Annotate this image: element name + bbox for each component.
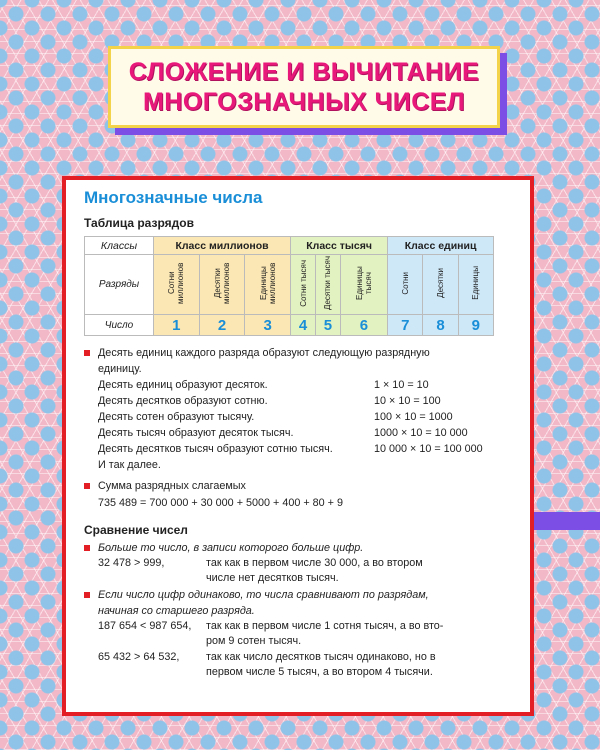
ranks-table bbox=[84, 236, 494, 336]
example-2-right-line-2: ром 9 сотен тысяч. bbox=[206, 634, 302, 647]
digit-cell: 7 bbox=[388, 315, 423, 336]
section-heading-comparison: Сравнение чисел bbox=[84, 522, 188, 537]
table-title: Таблица разрядов bbox=[84, 216, 194, 230]
example-1-left: 32 478 > 999, bbox=[98, 557, 165, 569]
title-line-2: МНОГОЗНАЧНЫХ ЧИСЕЛ bbox=[142, 88, 465, 116]
class-units: Класс единиц bbox=[388, 237, 494, 255]
rule-equation: 10 000 × 10 = 100 000 bbox=[374, 443, 483, 455]
comparison-rules bbox=[84, 541, 514, 680]
digit-cell: 1 bbox=[154, 315, 200, 336]
number-label: Число bbox=[85, 315, 154, 336]
digit-cell: 3 bbox=[245, 315, 291, 336]
digit-cell: 8 bbox=[423, 315, 458, 336]
bullet-square-icon bbox=[84, 545, 90, 551]
rule-intro-line-1: Десять единиц каждого разряда образуют следующую разрядную bbox=[98, 347, 430, 359]
ranks-label: Разряды bbox=[85, 255, 154, 315]
section-heading-multidigit: Многозначные числа bbox=[84, 188, 263, 207]
rule-text: Десять единиц образуют десяток. bbox=[98, 379, 268, 391]
class-thousands: Класс тысяч bbox=[291, 237, 388, 255]
rank-cell: Десятки миллионов bbox=[213, 262, 232, 304]
rank-cell: Сотни миллионов bbox=[167, 262, 186, 304]
example-3-right-line-2: первом числе 5 тысяч, а во втором 4 тысячи. bbox=[206, 665, 433, 678]
bullet-square-icon bbox=[84, 350, 90, 356]
rule-equation: 1000 × 10 = 10 000 bbox=[374, 427, 468, 439]
rank-cell: Десятки тысяч bbox=[323, 256, 333, 310]
classes-label: Классы bbox=[85, 237, 154, 255]
rank-cell: Сотни bbox=[400, 271, 410, 295]
page-title bbox=[108, 46, 500, 128]
rule-text: Десять тысяч образуют десяток тысяч. bbox=[98, 427, 294, 439]
example-2-left: 187 654 < 987 654, bbox=[98, 620, 192, 632]
digit-cell: 5 bbox=[315, 315, 340, 336]
example-1-right-line-1: так как в первом числе 30 000, а во втором bbox=[206, 557, 423, 569]
rank-cell: Сотни тысяч bbox=[298, 259, 308, 307]
comparison-rule-2-line-1: Если число цифр одинаково, то числа сравнивают по разрядам, bbox=[98, 589, 429, 601]
digit-cell: 6 bbox=[340, 315, 387, 336]
place-value-rules bbox=[84, 346, 514, 511]
rule-text: Десять десятков образуют сотню. bbox=[98, 395, 268, 407]
bullet-square-icon bbox=[84, 483, 90, 489]
rank-cell: Единицы миллионов bbox=[258, 262, 277, 304]
rule-text: Десять сотен образуют тысячу. bbox=[98, 411, 255, 423]
bullet-square-icon bbox=[84, 592, 90, 598]
class-millions: Класс миллионов bbox=[154, 237, 291, 255]
title-line-1: СЛОЖЕНИЕ И ВЫЧИТАНИЕ bbox=[128, 58, 480, 86]
example-1-right-line-2: числе нет десятков тысяч. bbox=[206, 571, 339, 584]
rule-equation: 100 × 10 = 1000 bbox=[374, 411, 453, 423]
sum-title: Сумма разрядных слагаемых bbox=[98, 480, 246, 492]
content-panel bbox=[62, 176, 534, 716]
rank-cell: Единицы bbox=[471, 266, 481, 300]
example-3-left: 65 432 > 64 532, bbox=[98, 651, 180, 663]
example-2-right-line-1: так как в первом числе 1 сотня тысяч, а во вто- bbox=[206, 620, 444, 632]
digit-cell: 4 bbox=[291, 315, 316, 336]
digit-cell: 2 bbox=[199, 315, 245, 336]
comparison-rule-1: Больше то число, в записи которого больше цифр. bbox=[98, 541, 364, 554]
rule-text: Десять десятков тысяч образуют сотню тысяч. bbox=[98, 443, 333, 455]
rule-intro-line-2: единицу. bbox=[98, 362, 142, 375]
rank-cell: Десятки bbox=[436, 268, 445, 298]
and-so-on: И так далее. bbox=[98, 459, 161, 471]
rule-equation: 10 × 10 = 100 bbox=[374, 395, 441, 407]
example-3-right-line-1: так как число десятков тысяч одинаково, но в bbox=[206, 651, 436, 663]
digit-cell: 9 bbox=[458, 315, 493, 336]
sum-equation: 735 489 = 700 000 + 30 000 + 5000 + 400 + 80 + 9 bbox=[98, 496, 343, 509]
comparison-rule-2-line-2: начиная со старшего разряда. bbox=[98, 604, 255, 617]
rule-equation: 1 × 10 = 10 bbox=[374, 379, 429, 391]
rank-cell: Единицы тысяч bbox=[354, 266, 373, 300]
